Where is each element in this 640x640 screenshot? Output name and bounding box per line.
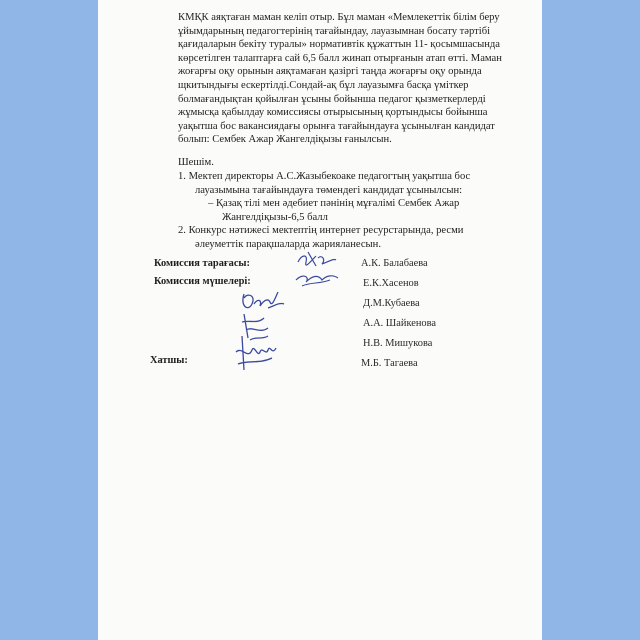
paragraph-line: жұмысқа қабылдау комиссиясы отырысының қортындысы бойынша [178, 107, 488, 119]
document-page [98, 0, 542, 640]
decision-subitem [208, 197, 459, 224]
decision-item-1 [178, 170, 470, 197]
item-line: 1. Мектеп директоры А.С.Жазыбекоаке педагогтың уақытша бос [178, 171, 471, 182]
decision-heading: Шешім. [178, 157, 214, 168]
paragraph-line: жоғарғы оқу орынын аяқтамаған қазіргі таңда жоғарғы оқу орында [178, 66, 482, 78]
paragraph-line: қағидаларын бекіту туралы» нормативтік құжаттын 11- қосымшасында [178, 39, 500, 51]
paragraph-line: болмағандықтан қойылған ұсыны бойынша педагог қызметкерлерді [178, 93, 486, 105]
members-label: Комиссия мүшелері: [154, 276, 251, 287]
signatory-name: А.А. Шайкенова [363, 318, 436, 329]
subitem-line: – Қазақ тілі мен әдебиет пәнінің мұғалімі Сембек Ажар [208, 198, 460, 209]
signature-secretary [232, 334, 280, 379]
item-line: әлеуметтік парақшаларда жарияланесын. [195, 238, 381, 250]
chair-label: Комиссия тарағасы: [154, 258, 251, 269]
signatory-name: М.Б. Тагаева [361, 358, 418, 369]
item-line: 2. Конкурс нәтижесі мектептің интернет ресурстарында, ресми [178, 225, 464, 236]
signatory-name: Н.В. Мишукова [363, 338, 433, 349]
decision-item-2 [178, 224, 463, 251]
paragraph-line: көрсетілген талаптарға сай 6,5 балл жинап отырғанын атап өтті. Маман [178, 52, 502, 64]
secretary-label: Хатшы: [150, 355, 188, 366]
paragraph-line: уақытша бос вакансиядағы орынға тағайындауға ұсынылған кандидат [178, 120, 495, 132]
signature-chair [294, 250, 340, 293]
protocol-paragraph [178, 11, 502, 147]
paragraph-line: КМҚК аяқтаған маман келіп отыр. Бұл маман «Мемлекеттік білім беру [178, 12, 500, 23]
signatory-name: Е.К.Хасенов [363, 278, 419, 289]
subitem-line: Жангелдіқызы-6,5 балл [222, 211, 328, 223]
paragraph-line: щкитындығы ескертілді.Сондай-ақ бұл лауазымға басқа үміткер [178, 79, 469, 91]
signatory-name: А.К. Балабаева [361, 258, 428, 269]
item-line: лауазымына тағайындауға төмендегі кандидат ұсынылсын: [195, 184, 463, 196]
paragraph-line: болып: Сембек Ажар Жангелдіқызы ғанылсын. [178, 134, 392, 146]
paragraph-line: ұйымдарының педагогтерінің тағайындау, лауазымнан босату тәртібі [178, 25, 491, 37]
signatory-name: Д.М.Кубаева [363, 298, 420, 309]
